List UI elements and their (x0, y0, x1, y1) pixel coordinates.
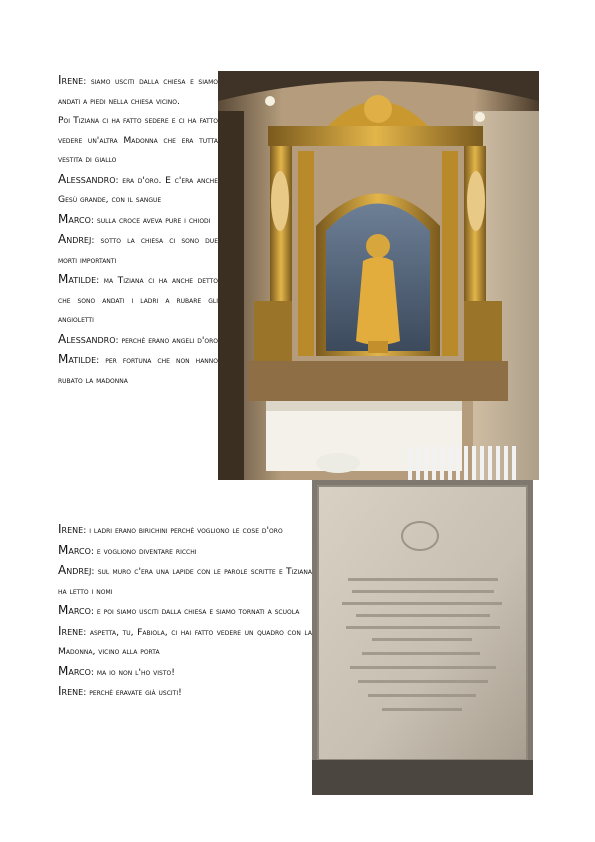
dialogue-line: Andrej: sotto la chiesa ci sono due morti importanti (58, 232, 218, 266)
dialogue-line: Irene: aspetta, tu, Fabiola, ci hai fatto vedere un quadro con la Madonna, vicino alla porta (58, 623, 312, 657)
altar-photo (218, 71, 539, 480)
dialogue-column-bottom (58, 520, 312, 703)
plaque-illustration (312, 480, 533, 795)
dialogue-line: Matilde: ma Tiziana ci ha anche detto che sono andati i ladri a rubare gli angioletti (58, 272, 218, 325)
dialogue-line: Marco: sulla croce aveva pure i chiodi (58, 211, 211, 226)
dialogue-line: Alessandro: perchè erano angeli d'oro (58, 331, 218, 346)
dialogue-line: Irene: perchè eravate già usciti! (58, 684, 182, 698)
dialogue-column-top (58, 71, 218, 390)
dialogue-line: Marco: ma io non l'ho visto! (58, 663, 175, 678)
dialogue-line: Marco: e poi siamo usciti dalla chiesa e siamo tornati a scuola (58, 603, 300, 617)
dialogue-line: Irene: i ladri erano birichini perchè vogliono le cose d'oro (58, 522, 283, 536)
dialogue-line: Andrej: sul muro c'era una lapide con le parole scritte e Tiziana ha letto i nomi (58, 563, 312, 597)
plaque-photo (312, 480, 533, 795)
dialogue-line: Poi Tiziana ci ha fatto sedere e ci ha fatto vedere un'altra Madonna che era tutta vestita di giallo (58, 115, 218, 165)
altar-illustration (218, 71, 539, 480)
dialogue-line: Matilde: per fortuna che non hanno rubato la madonna (58, 352, 218, 386)
dialogue-line: Marco: e vogliono diventare ricchi (58, 542, 197, 557)
dialogue-line: Alessandro: era d'oro. E c'era anche Gesù grande, con il sangue (58, 171, 218, 205)
dialogue-line: Irene: siamo usciti dalla chiesa e siamo andati a piedi nella chiesa vicino. (58, 73, 218, 107)
